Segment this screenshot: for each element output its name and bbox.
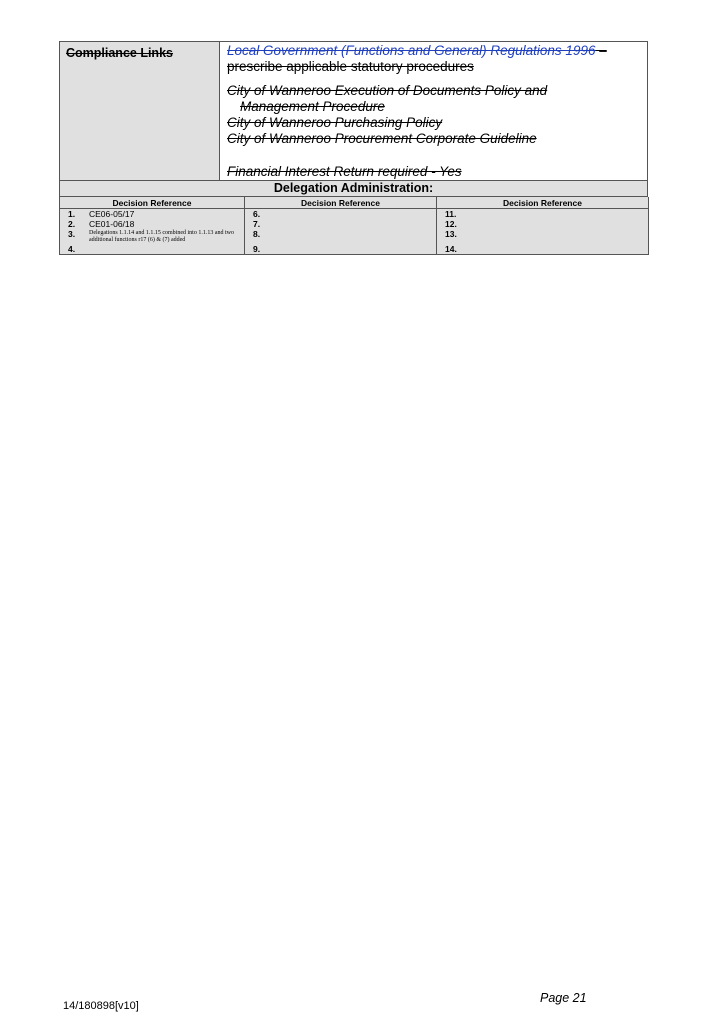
decision-cell: 8. [245, 229, 437, 244]
financial-interest-return: Financial Interest Return required - Yes [227, 164, 462, 179]
document-reference: 14/180898[v10] [63, 1000, 139, 1012]
page-number: Page 21 [540, 991, 587, 1005]
decision-reference-value: CE06-05/17 [89, 209, 135, 219]
decision-cell: 14. [437, 244, 649, 255]
decision-cell: 12. [437, 219, 649, 229]
delegation-administration-title: Delegation Administration: [59, 181, 648, 197]
decision-reference-table [59, 197, 649, 255]
execution-documents-policy: City of Wanneroo Execution of Documents Policy and [227, 83, 548, 98]
decision-reference-header: Decision Reference [437, 197, 649, 209]
regulation-dash: – [595, 43, 607, 58]
decision-cell: 7. [245, 219, 437, 229]
decision-cell: 2. CE01-06/18 [60, 219, 245, 229]
decision-reference-header: Decision Reference [245, 197, 437, 209]
procurement-guideline: City of Wanneroo Procurement Corporate Guideline [227, 131, 537, 146]
decision-cell: 6. [245, 209, 437, 220]
table-row [60, 219, 649, 229]
regulation-link[interactable]: Local Government (Functions and General) Regulations 1996 [227, 43, 596, 58]
regulation-description: prescribe applicable statutory procedures [227, 59, 474, 74]
decision-cell: 3. Delegations 1.1.14 and 1.1.15 combined into 1.1.13 and two additional functions r17 (6) & (7) added [60, 229, 245, 244]
compliance-links-row [59, 41, 648, 181]
compliance-links-label: Compliance Links [66, 46, 173, 60]
compliance-links-content [220, 42, 647, 180]
decision-reference-note: Delegations 1.1.14 and 1.1.15 combined into 1.1.13 and two additional functions r17 (6) & (7) added [89, 230, 234, 243]
decision-cell: 11. [437, 209, 649, 220]
table-row [60, 244, 649, 255]
table-row [60, 209, 649, 220]
delegation-document-table [59, 41, 648, 255]
decision-cell: 1. CE06-05/17 [60, 209, 245, 220]
decision-cell: 9. [245, 244, 437, 255]
management-procedure: Management Procedure [240, 99, 385, 114]
compliance-links-label-cell [60, 42, 220, 180]
decision-cell: 13. [437, 229, 649, 244]
table-row [60, 229, 649, 244]
purchasing-policy: City of Wanneroo Purchasing Policy [227, 115, 443, 130]
decision-cell: 4. [60, 244, 245, 255]
decision-reference-value: CE01-06/18 [89, 219, 135, 229]
decision-reference-header: Decision Reference [60, 197, 245, 209]
regulation-paragraph [227, 43, 640, 75]
